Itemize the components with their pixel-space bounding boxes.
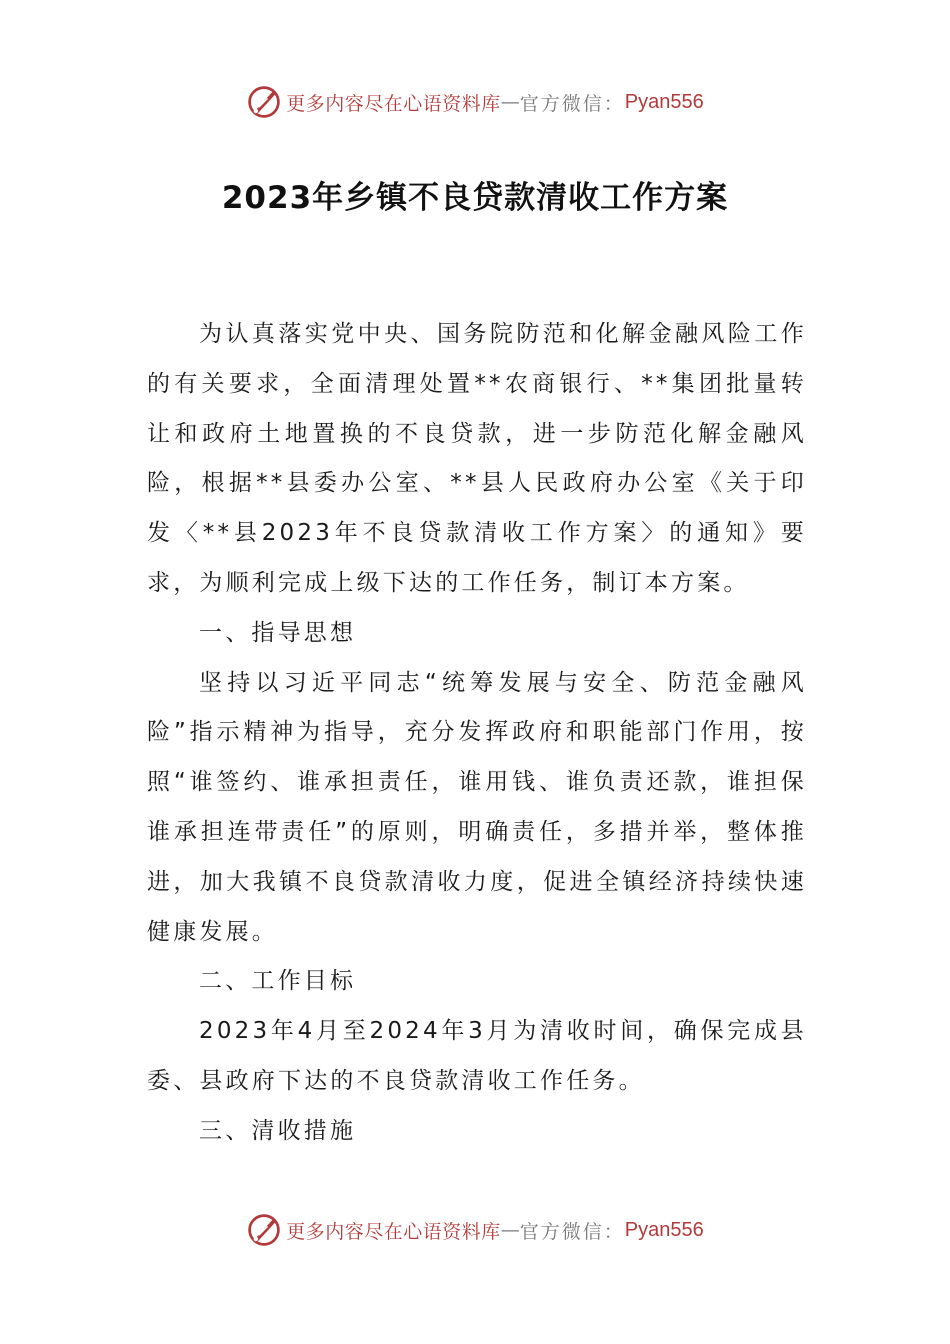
quill-logo-icon bbox=[246, 84, 282, 120]
document-title: 2023年乡镇不良贷款清收工作方案 bbox=[221, 180, 729, 216]
header-banner bbox=[0, 82, 950, 122]
banner-official-label: 官方微信： bbox=[519, 92, 625, 115]
banner-separator: — bbox=[500, 91, 520, 113]
banner-text: 更多内容尽在心语资料库 bbox=[286, 92, 501, 115]
banner-wechat-id: Pyan556 bbox=[624, 1218, 704, 1241]
work-goals-paragraph: 2023年4月至2024年3月为清收时间，确保完成县委、县政府下达的不良贷款清收工作任务。 bbox=[147, 1018, 807, 1094]
document-body bbox=[147, 310, 807, 1157]
banner-separator: — bbox=[500, 1219, 520, 1241]
quill-logo-icon bbox=[246, 1212, 282, 1248]
section-heading-work-goals: 二、工作目标 bbox=[199, 968, 357, 995]
guiding-ideology-paragraph: 坚持以习近平同志“统筹发展与安全、防范金融风险”指示精神为指导，充分发挥政府和职能部门作用，按照“谁签约、谁承担责任，谁用钱、谁负责还款，谁担保谁承担连带责任”的原则，明确责任，多措并举，整体推进，加大我镇不良贷款清收力度，促进全镇经济持续快速健康发展。 bbox=[147, 669, 807, 945]
intro-paragraph: 为认真落实党中央、国务院防范和化解金融风险工作的有关要求，全面清理处置**农商银行、**集团批量转让和政府土地置换的不良贷款，进一步防范化解金融风险，根据**县委办公室、**县人民政府办公室《关于印发〈**县2023年不良贷款清收工作方案〉的通知》要求，为顺利完成上级下达的工作任务，制订本方案。 bbox=[147, 321, 807, 596]
section-heading-collection-measures: 三、清收措施 bbox=[199, 1117, 357, 1144]
footer-banner bbox=[0, 1210, 950, 1250]
banner-wechat-id: Pyan556 bbox=[624, 90, 704, 113]
banner-official-label: 官方微信： bbox=[519, 1220, 625, 1243]
banner-text: 更多内容尽在心语资料库 bbox=[286, 1220, 501, 1243]
section-heading-guiding-ideology: 一、指导思想 bbox=[199, 619, 357, 646]
